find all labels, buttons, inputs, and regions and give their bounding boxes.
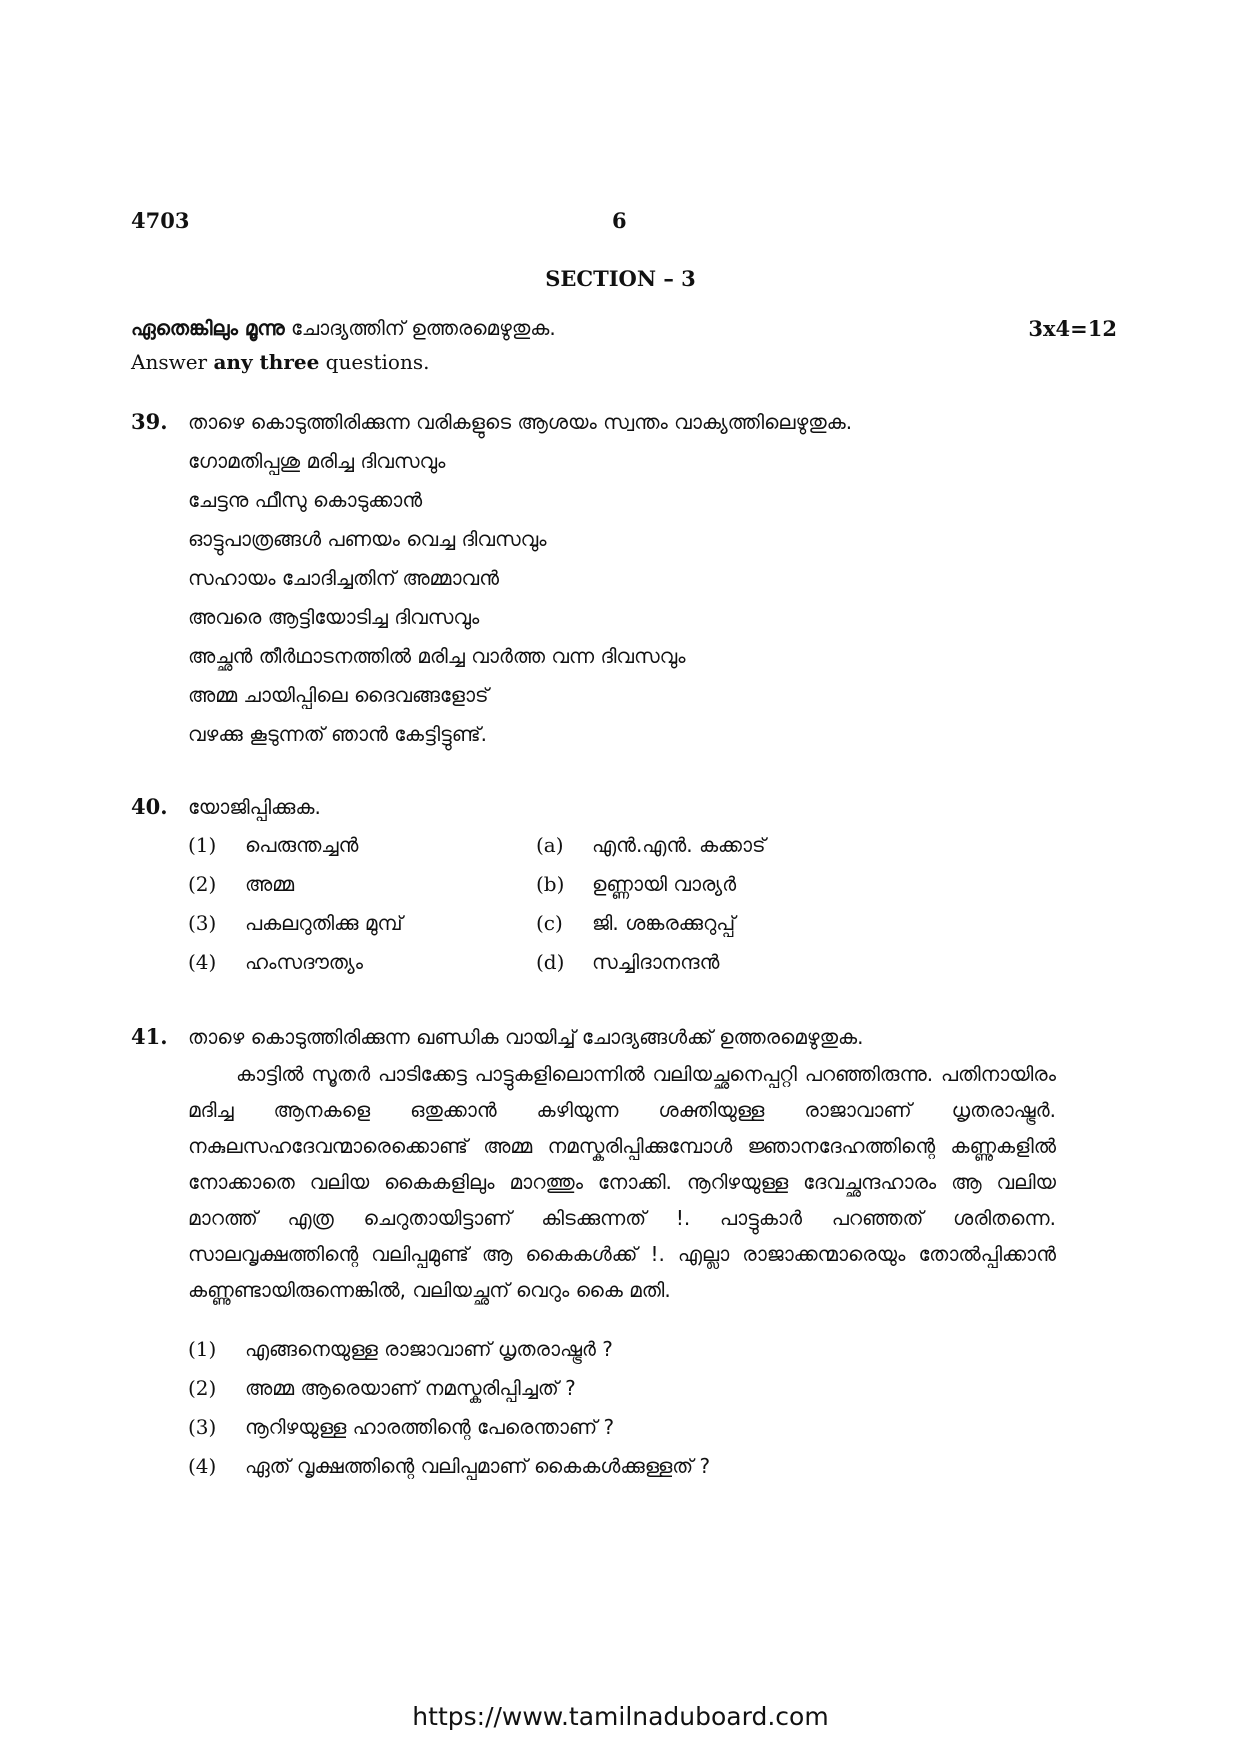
poem-line: ചേട്ടനു ഫീസു കൊടുക്കാൻ <box>188 488 423 512</box>
sub-question-number: (1) <box>188 1337 217 1361</box>
sub-question-text: ഏത് വൃക്ഷത്തിന്റെ വലിപ്പമാണ് കൈകൾക്കുള്ളത് ? <box>245 1454 711 1478</box>
match-number: (3) <box>188 911 217 935</box>
instruction-malayalam-bold: ഏതെങ്കിലും മൂന്നു <box>131 316 285 340</box>
poem-line: അച്ഛൻ തീർഥാടനത്തിൽ മരിച്ച വാർത്ത വന്ന ദിവസവും <box>188 644 686 668</box>
match-number: (4) <box>188 950 217 974</box>
question-number-41: 41. <box>131 1024 168 1049</box>
reading-passage <box>188 1056 1056 1308</box>
question-text-40: യോജിപ്പിക്കുക. <box>188 795 321 819</box>
match-left-item: ഹംസദൗത്യം <box>245 950 363 974</box>
match-right-item: ജി. ശങ്കരക്കുറുപ്പ് <box>592 911 736 935</box>
match-left-item: അമ്മ <box>245 872 295 896</box>
match-right-item: സച്ചിദാനന്ദൻ <box>592 950 720 974</box>
match-left-item: പെരുന്തച്ചൻ <box>245 833 359 857</box>
match-right-item: ഉണ്ണായി വാര്യർ <box>592 872 737 896</box>
instruction-en-bold: any three <box>213 350 320 374</box>
match-letter: (b) <box>536 872 565 896</box>
instruction-malayalam <box>131 316 556 340</box>
sub-question-number: (4) <box>188 1454 217 1478</box>
passage-text: കാട്ടിൽ സൂതർ പാടിക്കേട്ട പാട്ടുകളിലൊന്നിൽ വലിയച്ഛനെപ്പറ്റി പറഞ്ഞിരുന്നു. പതിനായിരം മദിച്ച ആനകളെ ഒതുക്കാൻ കഴിയുന്ന ശക്തിയുള്ള രാജാവാണ് ധൃതരാഷ്ട്രർ. നകുലസഹദേവന്മാരെക്കൊണ്ട് അമ്മ നമസ്കരിപ്പിക്കുമ്പോൾ ജ്ഞാനദേഹത്തിന്റെ കണ്ണുകളിൽ നോക്കാതെ വലിയ കൈകളിലും മാറത്തും നോക്കി. നൂറിഴയുള്ള ദേവച്ഛന്ദഹാരം ആ വലിയ മാറത്ത് എത്ര ചെറുതായിട്ടാണ് കിടക്കുന്നത് !. പാട്ടുകാർ പറഞ്ഞത് ശരിതന്നെ. സാലവൃക്ഷത്തിന്റെ വലിപ്പമുണ്ട് ആ കൈകൾക്ക് !. എല്ലാ രാജാക്കന്മാരെയും തോൽപ്പിക്കാൻ കണ്ണുണ്ടായിരുന്നെങ്കിൽ, വലിയച്ഛന് വെറും കൈ മതി. <box>188 1062 1056 1302</box>
match-letter: (d) <box>536 950 565 974</box>
question-number-40: 40. <box>131 794 168 819</box>
match-number: (1) <box>188 833 217 857</box>
instruction-en-suffix: questions. <box>319 350 430 374</box>
match-left-item: പകലറുതിക്കു മുമ്പ് <box>245 911 403 935</box>
paper-code: 4703 <box>131 208 190 233</box>
sub-question-number: (2) <box>188 1376 217 1400</box>
poem-line: വഴക്കു കൂടുന്നത് ഞാൻ കേട്ടിട്ടുണ്ട്. <box>188 722 487 746</box>
match-number: (2) <box>188 872 217 896</box>
instruction-en-prefix: Answer <box>131 350 214 374</box>
page-number: 6 <box>612 208 627 233</box>
footer-url[interactable]: https://www.tamilnaduboard.com <box>412 1702 829 1731</box>
poem-line: ഓട്ടുപാത്രങ്ങൾ പണയം വെച്ച ദിവസവും <box>188 527 547 551</box>
sub-question-text: എങ്ങനെയുള്ള രാജാവാണ് ധൃതരാഷ്ട്രർ ? <box>245 1337 613 1361</box>
sub-question-text: അമ്മ ആരെയാണ് നമസ്കരിപ്പിച്ചത് ? <box>245 1376 576 1400</box>
question-number-39: 39. <box>131 409 168 434</box>
match-letter: (c) <box>536 911 563 935</box>
section-title: SECTION – 3 <box>545 266 696 291</box>
instruction-malayalam-rest: ചോദ്യത്തിന് ഉത്തരമെഴുതുക. <box>284 316 556 340</box>
poem-line: ഗോമതിപ്പശു മരിച്ച ദിവസവും <box>188 449 446 473</box>
poem-line: അമ്മ ചായിപ്പിലെ ദൈവങ്ങളോട് <box>188 683 489 707</box>
question-text-41: താഴെ കൊടുത്തിരിക്കുന്ന ഖണ്ഡിക വായിച്ച് ചോദ്യങ്ങൾക്ക് ഉത്തരമെഴുതുക. <box>188 1025 864 1049</box>
marks-scheme: 3x4=12 <box>1028 316 1117 341</box>
poem-line: അവരെ ആട്ടിയോടിച്ച ദിവസവും <box>188 605 480 629</box>
poem-line: സഹായം ചോദിച്ചതിന് അമ്മാവൻ <box>188 566 499 590</box>
question-text-39: താഴെ കൊടുത്തിരിക്കുന്ന വരികളുടെ ആശയം സ്വന്തം വാക്യത്തിലെഴുതുക. <box>188 410 853 434</box>
instruction-english <box>131 350 429 374</box>
sub-question-number: (3) <box>188 1415 217 1439</box>
sub-question-text: നൂറിഴയുള്ള ഹാരത്തിന്റെ പേരെന്താണ് ? <box>245 1415 615 1439</box>
match-right-item: എൻ.എൻ. കക്കാട് <box>592 833 766 857</box>
match-letter: (a) <box>536 833 564 857</box>
